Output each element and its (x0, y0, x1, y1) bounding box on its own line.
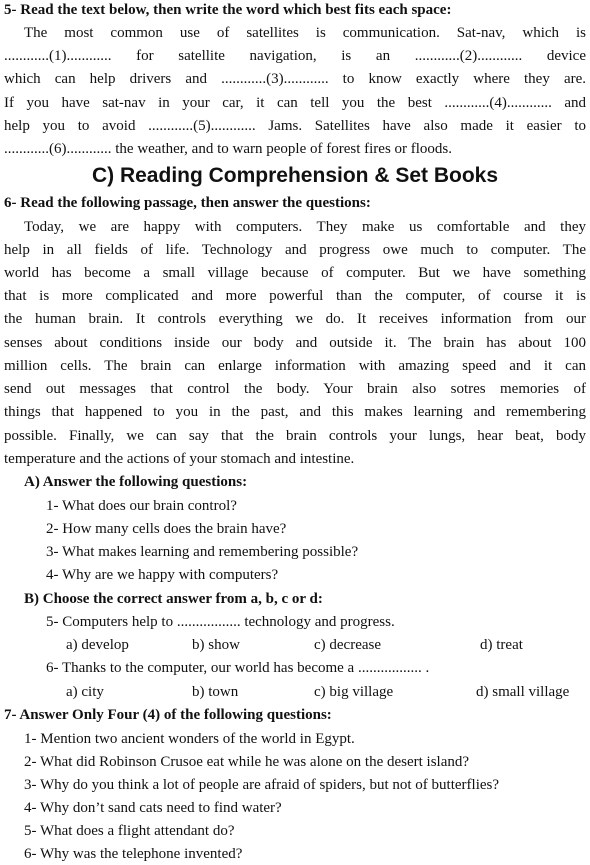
passage-line: things that happened to you in the past, and this makes learning and remembering (4, 404, 586, 420)
part-a-title: A) Answer the following questions: (24, 474, 248, 490)
q7-question: 4- Why don’t sand cats need to find water? (24, 800, 282, 816)
mcq-option: c) big village (314, 684, 394, 700)
mcq-option: d) treat (480, 637, 523, 653)
passage-line: the human brain. It controls everything we do. It receives information from our (4, 311, 586, 327)
passage-line: possible. Finally, we can say that the brain controls your lungs, hear beat, body (4, 428, 586, 444)
passage-line: send out messages that control the body. Your brain also sotres memories of (4, 381, 586, 397)
q5-line: ............(6)............ the weather, and to warn people of forest fires or floods. (4, 141, 453, 157)
mcq-option: b) town (192, 684, 239, 700)
section-c-heading: C) Reading Comprehension & Set Books (91, 164, 499, 187)
q7-question: 3- Why do you think a lot of people are afraid of spiders, but not of butterflies? (24, 777, 500, 793)
passage-line: world has become a small village because of computer. But we have something (4, 265, 586, 281)
part-a-question: 2- How many cells does the brain have? (46, 521, 287, 537)
q6-title: 6- Read the following passage, then answer the questions: (4, 195, 371, 211)
passage-line: temperature and the actions of your stomach and intestine. (4, 451, 355, 467)
q5-line: help you to avoid ............(5)............ Jams. Satellites have also made it easier to (4, 118, 586, 134)
passage-line: Today, we are happy with computers. They make us comfortable and they (24, 219, 586, 235)
q5-line: The most common use of satellites is communication. Sat-nav, which is (24, 25, 586, 41)
passage-line: senses about conditions inside our body and outside it. The brain has about 100 (4, 335, 586, 351)
part-a-question: 4- Why are we happy with computers? (46, 567, 279, 583)
q5-line: If you have sat-nav in your car, it can tell you the best ............(4)............ and (4, 95, 586, 111)
mcq-option: b) show (192, 637, 240, 653)
part-a-question: 1- What does our brain control? (46, 498, 237, 514)
q5-title: 5- Read the text below, then write the word which best fits each space: (4, 2, 452, 18)
mcq-question: 6- Thanks to the computer, our world has become a ................. . (46, 660, 430, 676)
passage-line: help in all fields of life. Technology and progress owe much to computer. The (4, 242, 586, 258)
mcq-option: a) city (66, 684, 104, 700)
mcq-option: a) develop (66, 637, 129, 653)
q5-line: ............(1)............ for satellite navigation, is an ............(2)............ device (4, 48, 586, 64)
passage-line: million cells. The brain can enlarge information with amazing speed and it can (4, 358, 586, 374)
passage-line: that is more complicated and more powerful than the computer, of course it is (4, 288, 586, 304)
q5-line: which can help drivers and ............(3)............ to know exactly where they are. (4, 71, 586, 87)
q7-question: 2- What did Robinson Crusoe eat while he was alone on the desert island? (24, 754, 470, 770)
q7-question: 6- Why was the telephone invented? (24, 846, 243, 862)
q7-question: 1- Mention two ancient wonders of the world in Egypt. (24, 731, 355, 747)
part-a-question: 3- What makes learning and remembering possible? (46, 544, 359, 560)
mcq-question: 5- Computers help to ................. technology and progress. (46, 614, 395, 630)
mcq-option: c) decrease (314, 637, 382, 653)
q7-title: 7- Answer Only Four (4) of the following questions: (4, 707, 332, 723)
part-b-title: B) Choose the correct answer from a, b, c or d: (24, 591, 323, 607)
mcq-option: d) small village (476, 684, 570, 700)
q7-question: 5- What does a flight attendant do? (24, 823, 235, 839)
